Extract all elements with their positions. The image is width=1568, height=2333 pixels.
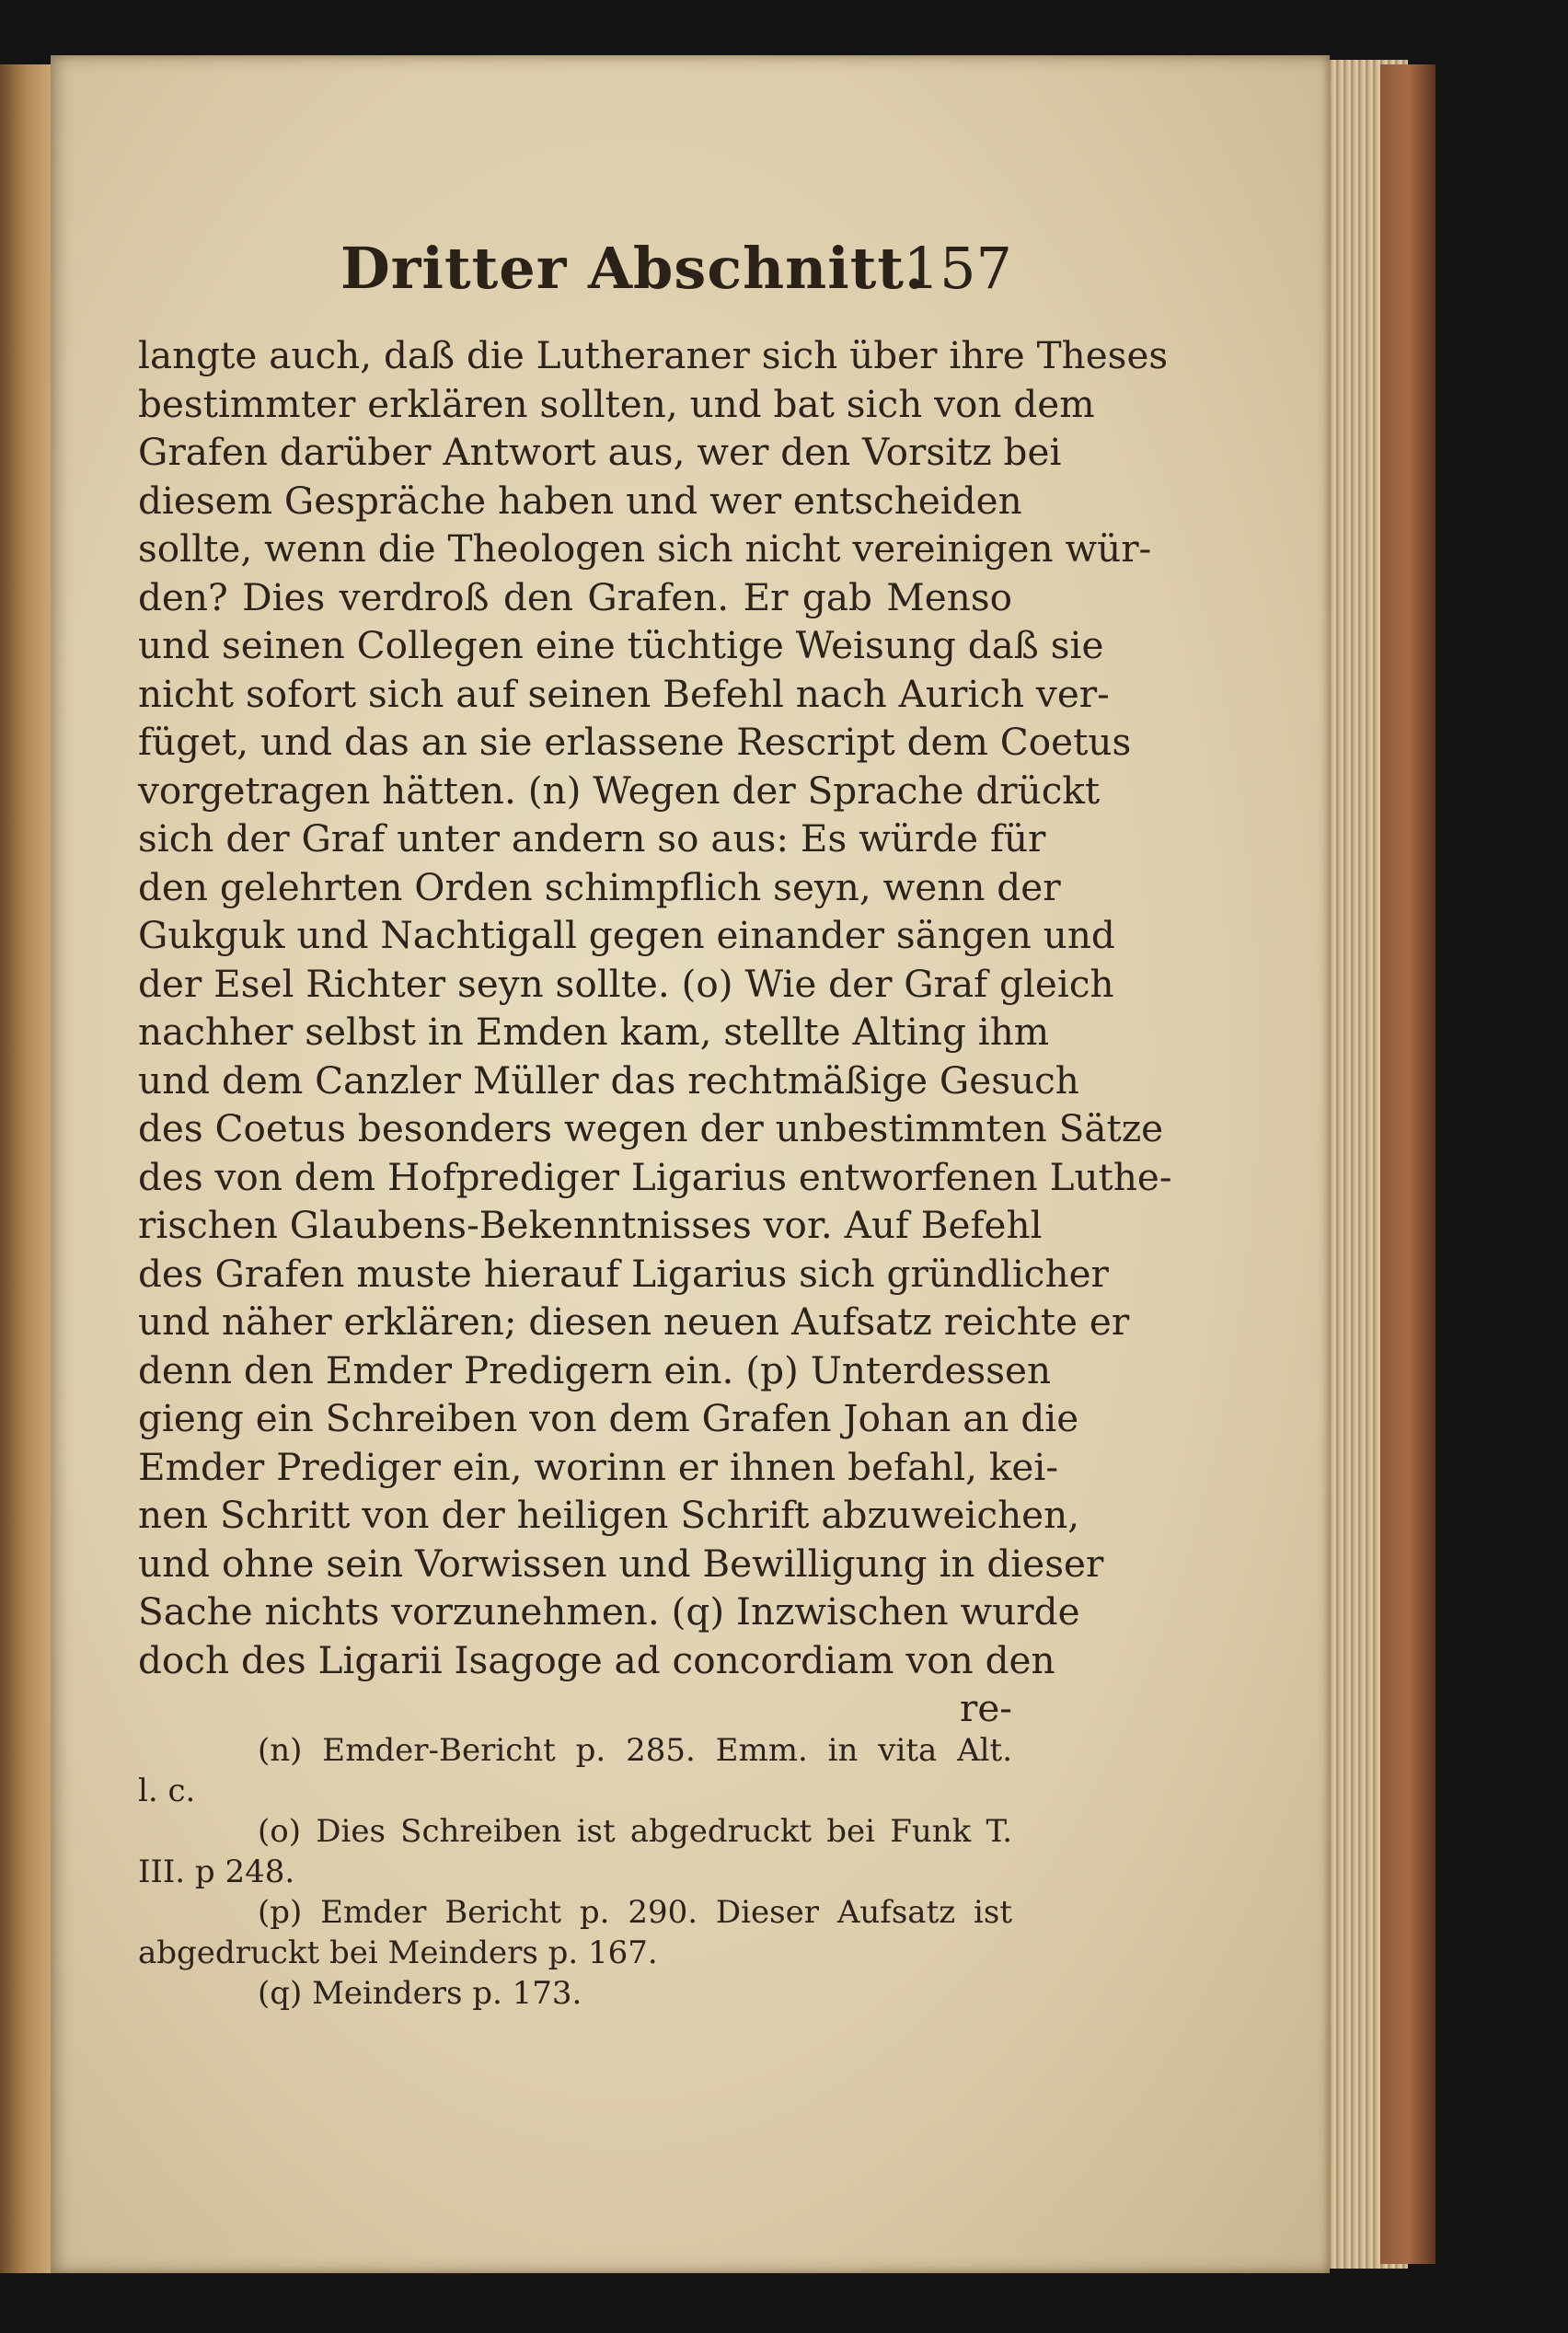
text-line: den? Dies verdroß den Grafen. Er gab Menso: [138, 574, 1012, 619]
text-line: diesem Gespräche haben und wer entscheiden: [138, 478, 1022, 523]
text-line: doch des Ligarii Isagoge ad concordiam von den: [138, 1637, 1055, 1682]
text-line: der Esel Richter seyn sollte. (o) Wie der Graf gleich: [138, 961, 1114, 1006]
text-line: vorgetragen hätten. (n) Wegen der Sprache drückt: [138, 768, 1101, 813]
footnote-o: (o) Dies Schreiben ist abgedruckt bei Funk T.: [258, 1813, 1012, 1850]
text-line: sollte, wenn die Theologen sich nicht vereinigen wür-: [138, 526, 1152, 571]
page-header: [304, 235, 1012, 318]
text-line: Emder Prediger ein, worinn er ihnen befahl, kei-: [138, 1444, 1059, 1489]
footnotes: [138, 1730, 1012, 2014]
main-text: [138, 331, 1172, 1733]
footnote-p-continuation: abgedruckt bei Meinders p. 167.: [138, 1935, 658, 1971]
catchword: re-: [959, 1686, 1012, 1730]
text-line: füget, und das an sie erlassene Rescript dem Coetus: [138, 720, 1132, 764]
text-line: bestimmter erklären sollten, und bat sich von dem: [138, 381, 1095, 426]
text-line: rischen Glaubens-Bekenntnisses vor. Auf Befehl: [138, 1203, 1043, 1247]
text-line: denn den Emder Predigern ein. (p) Unterdessen: [138, 1347, 1052, 1392]
footnote-n-continuation: l. c.: [138, 1773, 196, 1809]
text-line: nen Schritt von der heiligen Schrift abzuweichen,: [138, 1493, 1080, 1537]
text-line: und ohne sein Vorwissen und Bewilligung in dieser: [138, 1541, 1104, 1586]
text-line: Sache nichts vorzunehmen. (q) Inzwischen wurde: [138, 1589, 1080, 1634]
text-line: und seinen Collegen eine tüchtige Weisung daß sie: [138, 623, 1104, 667]
text-line: des Grafen muste hierauf Ligarius sich gründlicher: [138, 1251, 1109, 1296]
page-number: 157: [903, 235, 1012, 302]
text-line: den gelehrten Orden schimpflich seyn, wenn der: [138, 864, 1061, 909]
footnote-p: (p) Emder Bericht p. 290. Dieser Aufsatz ist: [258, 1894, 1012, 1931]
text-line: Gukguk und Nachtigall gegen einander sängen und: [138, 913, 1115, 957]
text-line: nicht sofort sich auf seinen Befehl nach Aurich ver-: [138, 671, 1110, 716]
text-line: gieng ein Schreiben von dem Grafen Johan an die: [138, 1396, 1079, 1440]
text-line: des von dem Hofprediger Ligarius entworfenen Luthe-: [138, 1154, 1172, 1199]
book-cover-edge: [1380, 64, 1435, 2264]
footnote-q: (q) Meinders p. 173.: [258, 1975, 582, 2012]
text-line: des Coetus besonders wegen der unbestimmten Sätze: [138, 1106, 1164, 1150]
text-line: und näher erklären; diesen neuen Aufsatz reichte er: [138, 1299, 1130, 1344]
footnote-n: (n) Emder-Bericht p. 285. Emm. in vita Alt.: [258, 1732, 1012, 1769]
text-line: und dem Canzler Müller das rechtmäßige Gesuch: [138, 1057, 1079, 1103]
text-line: sich der Graf unter andern so aus: Es würde für: [138, 816, 1046, 860]
running-head: Dritter Abschnitt.: [340, 235, 926, 302]
text-line: langte auch, daß die Lutheraner sich über ihre Theses: [138, 333, 1169, 377]
footnote-o-continuation: III. p 248.: [138, 1854, 295, 1890]
text-line: nachher selbst in Emden kam, stellte Alting ihm: [138, 1010, 1050, 1054]
text-line: Grafen darüber Antwort aus, wer den Vorsitz bei: [138, 430, 1062, 474]
